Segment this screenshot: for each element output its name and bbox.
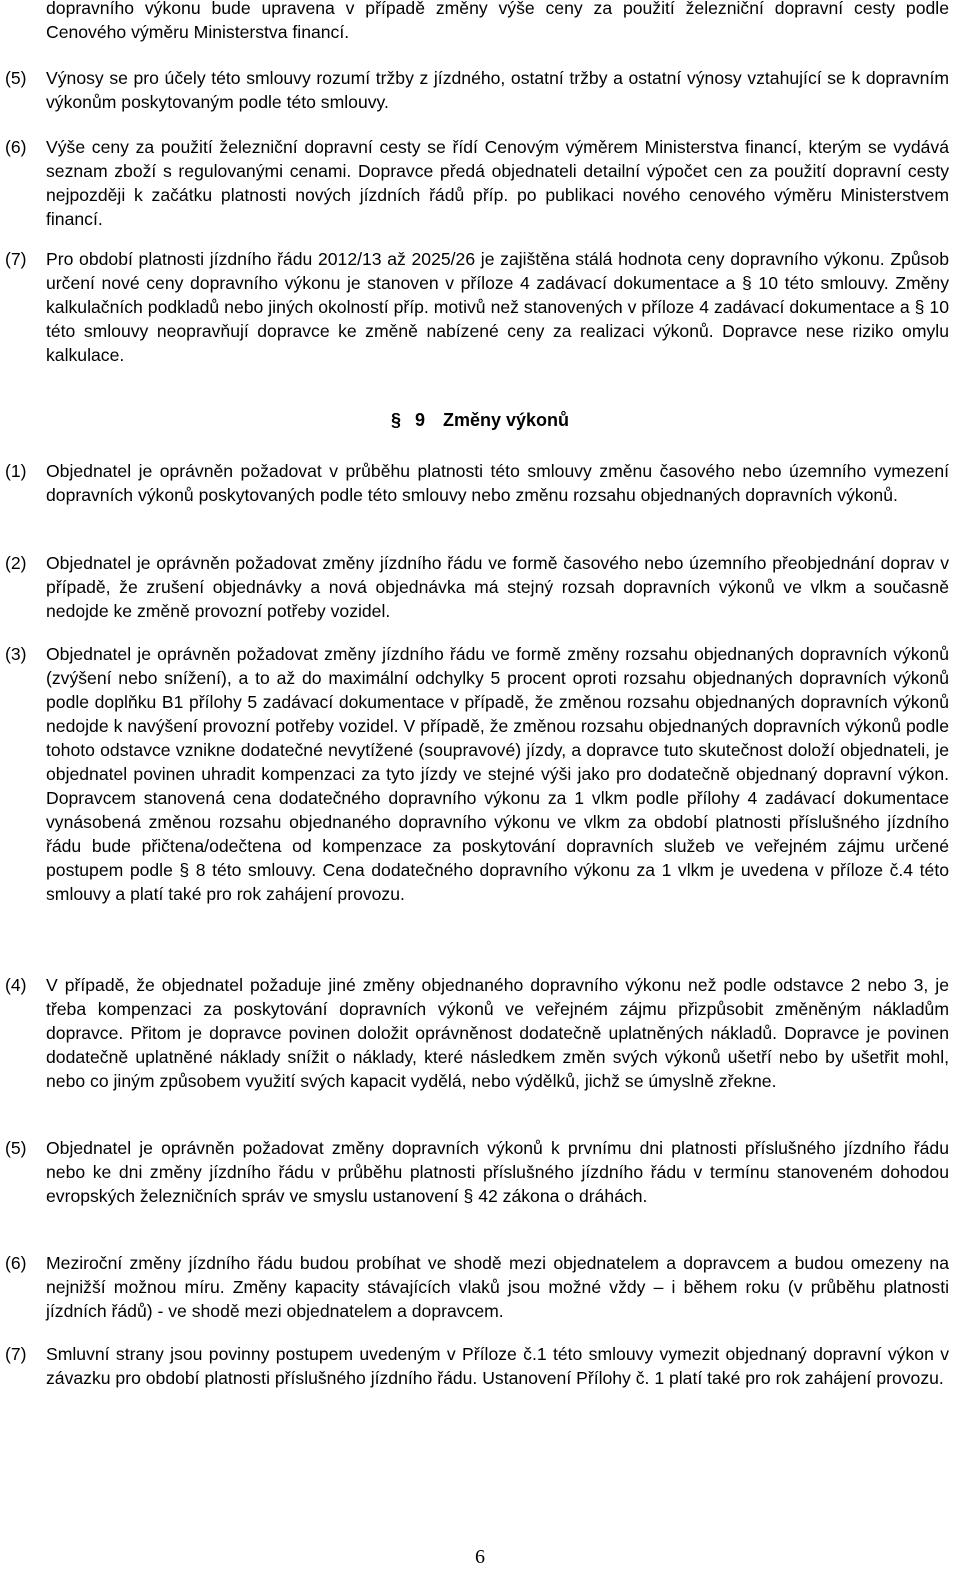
paragraph-number: (7) xyxy=(5,249,27,269)
paragraph-text: Objednatel je oprávněn požadovat změny jízdního řádu ve formě změny rozsahu objednaných dopravních výkonů (zvýšení nebo snížení), a to až do maximální odchylky 5 procent oproti rozsahu objednaných dopravních výkonů podle doplňku B1 přílohy 5 zadávací dokumentace v případě, že změnou rozsahu objednaných dopravních výkonů nedojde k navýšení provozní potřeby vozidel. V případě, že změnou rozsahu objednaných dopravních výkonů podle tohoto odstavce vznikne dodatečné nevytížené (soupravové) jízdy, a dopravce tuto skutečnost doloží objednateli, je objednatel povinen uhradit kompenzaci za tyto jízdy ve stejné výši jako pro dodatečně objednaný dopravní výkon. Dopravcem stanovená cena dodatečného dopravního výkonu za 1 vlkm podle přílohy 4 zadávací dokumentace vynásobená změnou rozsahu objednaného dopravního výkonu ve vlkm za období platnosti příslušného jízdního řádu bude přičtena/odečtena od kompenzace za poskytování dopravních služeb ve veřejném zájmu určené postupem podle § 8 této smlouvy. Cena dodatečného dopravního výkonu za 1 vlkm je uvedena v příloze č.4 této smlouvy a platí také pro rok zahájení provozu. xyxy=(46,644,949,904)
paragraph-number: (5) xyxy=(5,1138,27,1158)
paragraph-text: Objednatel je oprávněn požadovat změny jízdního řádu ve formě časového nebo územního přeobjednání doprav v případě, že zrušení objednávky a nová objednávka má stejný rozsah dopravních výkonů ve vlkm a současně nedojde ke změně provozní potřeby vozidel. xyxy=(46,553,949,621)
page-number: 6 xyxy=(475,1546,485,1568)
paragraph-text: Smluvní strany jsou povinny postupem uvedeným v Příloze č.1 této smlouvy vymezit objednaný dopravní výkon v závazku pro období platnosti příslušného jízdního řádu. Ustanovení Přílohy č. 1 platí také pro rok zahájení provozu. xyxy=(46,1344,949,1388)
paragraph-text: Objednatel je oprávněn požadovat v průběhu platnosti této smlouvy změnu časového nebo územního vymezení dopravních výkonů poskytovaných podle této smlouvy nebo změnu rozsahu objednaných dopravních výkonů. xyxy=(46,461,949,505)
paragraph-number: (5) xyxy=(5,68,27,88)
paragraph-number: (1) xyxy=(5,461,27,481)
paragraph-number: (4) xyxy=(5,975,27,995)
intro-paragraph xyxy=(46,0,949,44)
paragraph-text: Meziroční změny jízdního řádu budou probíhat ve shodě mezi objednatelem a dopravcem a budou omezeny na nejnižší možnou míru. Změny kapacity stávajících vlaků jsou možné vždy – i během roku (v průběhu platnosti jízdních řádů) - ve shodě mezi objednatelem a dopravcem. xyxy=(46,1253,949,1321)
intro-text: dopravního výkonu bude upravena v případě změny výše ceny za použití železniční dopravní cesty podle Cenového výměru Ministerstva financí. xyxy=(46,0,949,42)
section-title: Změny výkonů xyxy=(442,410,570,430)
paragraph-number: (2) xyxy=(5,553,27,573)
paragraph-text: Výnosy se pro účely této smlouvy rozumí tržby z jízdného, ostatní tržby a ostatní výnosy vztahující se k dopravním výkonům poskytovaným podle této smlouvy. xyxy=(46,68,949,112)
section-mark: § xyxy=(390,410,401,430)
paragraph-text: Výše ceny za použití železniční dopravní cesty se řídí Cenovým výměrem Ministerstva financí, kterým se vydává seznam zboží s regulovanými cenami. Dopravce předá objednateli detailní výpočet cen za použití dopravní cesty nejpozději k začátku platnosti nových jízdních řádů příp. po publikaci nového cenového výměru Ministerstvem financí. xyxy=(46,137,949,229)
paragraph-text: V případě, že objednatel požaduje jiné změny objednaného dopravního výkonu než podle odstavce 2 nebo 3, je třeba kompenzaci za poskytování dopravních výkonů ve veřejném zájmu přizpůsobit změněným nákladům dopravce. Přitom je dopravce povinen doložit oprávněnost dodatečně uplatněných nákladů. Dopravce je povinen dodatečně uplatněné náklady snížit o náklady, které následkem změn svých výkonů ušetří nebo by ušetřit mohl, nebo co jiným způsobem využití svých kapacit vydělá, nebo výdělků, jichž se úmyslně zřekne. xyxy=(46,975,949,1091)
paragraph-text: Objednatel je oprávněn požadovat změny dopravních výkonů k prvnímu dni platnosti příslušného jízdního řádu nebo ke dni změny jízdního řádu v průběhu platnosti příslušného jízdního řádu v termínu stanoveném dohodou evropských železničních správ ve smyslu ustanovení § 42 zákona o dráhách. xyxy=(46,1138,949,1206)
paragraph-text: Pro období platnosti jízdního řádu 2012/13 až 2025/26 je zajištěna stálá hodnota ceny dopravního výkonu. Způsob určení nové ceny dopravního výkonu je stanoven v příloze 4 zadávací dokumentace a § 10 této smlouvy. Změny kalkulačních podkladů nebo jiných okolností příp. motivů než stanovených v příloze 4 zadávací dokumentace a § 10 této smlouvy neopravňují dopravce ke změně nabízené ceny za realizaci výkonů. Dopravce nese riziko omylu kalkulace. xyxy=(46,249,949,365)
paragraph-number: (6) xyxy=(5,1253,27,1273)
paragraph-number: (6) xyxy=(5,137,27,157)
section-number: 9 xyxy=(414,410,425,430)
section-heading xyxy=(0,408,960,432)
paragraph-number: (3) xyxy=(5,644,27,664)
paragraph-number: (7) xyxy=(5,1344,27,1364)
